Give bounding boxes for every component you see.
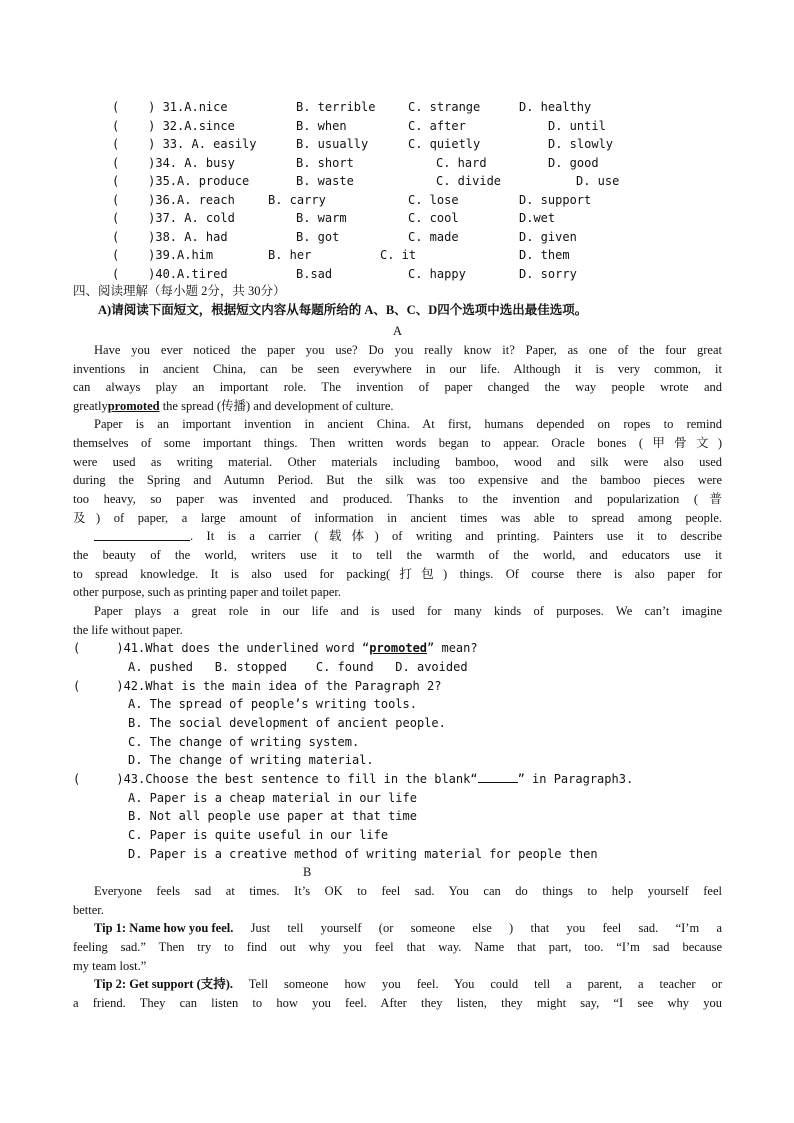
cloze-option: B. carry — [268, 192, 326, 207]
cloze-option: B. usually — [296, 137, 369, 151]
passage-a-line: themselves of some important things. Then written words began to appear. Oracle bones (甲骨文) — [73, 436, 722, 450]
cloze-option: C. hard — [436, 155, 487, 170]
passage-a-line — [73, 397, 394, 415]
cloze-option: C. happy — [408, 266, 466, 281]
section-instruction: A)请阅读下面短文，根据短文内容从每题所给的 A、B、C、D四个选项中选出最佳选项。 — [98, 303, 588, 317]
passage-a-label: A — [393, 324, 403, 338]
cloze-option: C. lose — [408, 192, 459, 207]
passage-a-line: were used as writing material. Other materials including bamboo, wood and silk were also used — [73, 455, 722, 469]
text-span: Just tell yourself (or someone else ) that you feel sad. “I’m a — [233, 921, 722, 935]
passage-a-line: Paper is an important invention in ancient China. At first, humans depended on ropes to remind — [94, 417, 722, 431]
text-span: greatly — [73, 399, 108, 413]
cloze-question: ( )35.A. produce — [112, 174, 250, 188]
cloze-option: D. them — [519, 248, 570, 262]
passage-a-line: 及) of paper, a large amount of information in ancient times was able to spread among people. — [73, 511, 722, 525]
text-span: ( )43.Choose the best sentence to fill in the blank“ — [73, 772, 478, 786]
passage-a-line: Have you ever noticed the paper you use? Do you really know it? Paper, as one of the four great — [94, 343, 722, 357]
option-b: B. The social development of ancient people. — [128, 716, 446, 730]
cloze-question: ( )36.A. reach — [112, 192, 235, 207]
cloze-option: C. quietly — [408, 137, 481, 151]
option-a: A. The spread of people’s writing tools. — [128, 697, 417, 711]
fill-blank — [94, 527, 190, 541]
tip-2-label: Tip 2: Get support (支持). — [94, 977, 234, 991]
option-d: D. Paper is a creative method of writing material for people then — [128, 847, 598, 861]
passage-b-line — [94, 919, 722, 937]
cloze-option: B. got — [296, 229, 340, 244]
question-41 — [73, 639, 478, 657]
underlined-word: promoted — [107, 399, 160, 413]
cloze-option: D. healthy — [519, 100, 592, 114]
cloze-option: C. it — [380, 248, 417, 262]
cloze-option: D. good — [548, 155, 599, 170]
cloze-option: D. given — [519, 229, 577, 244]
text-span: ” mean? — [427, 641, 478, 655]
passage-b-label: B — [303, 865, 312, 879]
cloze-question: ( ) 31.A.nice — [112, 100, 228, 114]
cloze-option: C. strange — [408, 100, 481, 114]
text-span: . It is a carrier (载体) of writing and printing. Painters use it to describe — [190, 529, 722, 543]
passage-a-line: inventions in ancient China, can be seen everywhere in our life. Although it is very common, it — [73, 362, 722, 376]
cloze-option: D. until — [548, 118, 606, 133]
passage-a-line: other purpose, such as printing paper and toilet paper. — [73, 585, 341, 599]
passage-a-line: to spread knowledge. It is also used for packing(打包) things. Of course there is also paper for — [73, 567, 722, 581]
cloze-option: B. her — [268, 248, 312, 262]
tip-1-label: Tip 1: Name how you feel. — [94, 921, 234, 935]
cloze-question: ( )37. A. cold — [112, 211, 235, 225]
passage-a-line: during the Spring and Autumn Period. But the silk was too expensive and the bamboo pieces were — [73, 473, 722, 487]
passage-b-line: feeling sad.” Then try to find out why you feel that way. Name that part, too. “I’m sad because — [73, 940, 722, 954]
cloze-option: B.sad — [296, 266, 333, 281]
option-c: C. The change of writing system. — [128, 735, 360, 749]
option-c: C. Paper is quite useful in our life — [128, 828, 389, 842]
cloze-question: ( ) 33. A. easily — [112, 137, 257, 151]
passage-a-line: can always play an important role. The invention of paper changed the way people wrote and — [73, 380, 722, 394]
question-43 — [73, 770, 633, 788]
cloze-question: ( ) 32.A.since — [112, 118, 235, 133]
option-b: B. Not all people use paper at that time — [128, 809, 417, 823]
passage-a-line: the beauty of the world, writers use it to tell the warmth of the world, and educators use it — [73, 548, 722, 562]
cloze-option: C. made — [408, 229, 459, 244]
cloze-question: ( )39.A.him — [112, 248, 214, 262]
text-span: the spread (传播) and development of culture. — [159, 399, 394, 413]
cloze-option: D. support — [519, 192, 592, 207]
cloze-option: B. warm — [296, 211, 347, 225]
passage-a-line: Paper plays a great role in our life and is used for many kinds of purposes. We can’t imagine — [94, 604, 722, 618]
cloze-question: ( )38. A. had — [112, 229, 228, 244]
text-span: ( )41.What does the underlined word “ — [73, 641, 370, 655]
question-42: ( )42.What is the main idea of the Paragraph 2? — [73, 679, 442, 693]
cloze-option: C. divide — [436, 174, 502, 188]
passage-b-line: Everyone feels sad at times. It’s OK to feel sad. You can do things to help yourself feel — [94, 884, 722, 898]
cloze-option: D.wet — [519, 211, 556, 225]
cloze-option: B. terrible — [296, 100, 376, 114]
cloze-question: ( )40.A.tired — [112, 266, 228, 281]
text-span: ” in Paragraph3. — [517, 772, 634, 786]
cloze-option: C. after — [408, 118, 466, 133]
passage-b-line: my team lost.” — [73, 959, 147, 973]
passage-b-line: better. — [73, 903, 104, 917]
fill-blank — [478, 770, 518, 783]
passage-a-line: the life without paper. — [73, 623, 183, 637]
cloze-option: D. slowly — [548, 137, 614, 151]
passage-b-line — [94, 975, 722, 993]
passage-b-line: a friend. They can listen to how you feel. After they listen, they might say, “I see why you — [73, 996, 722, 1010]
text-span: Tell someone how you feel. You could tell a parent, a teacher or — [233, 977, 722, 991]
cloze-option: D. sorry — [519, 266, 577, 281]
cloze-option: C. cool — [408, 211, 459, 225]
cloze-option: B. short — [296, 155, 354, 170]
underlined-word: promoted — [369, 641, 428, 655]
cloze-option: B. waste — [296, 174, 354, 188]
section-heading: 四、阅读理解（每小题 2分，共 30分） — [73, 284, 286, 298]
cloze-option: B. when — [296, 118, 347, 133]
passage-a-line — [94, 527, 722, 545]
cloze-question: ( )34. A. busy — [112, 155, 235, 170]
option-a: A. Paper is a cheap material in our life — [128, 791, 417, 805]
option-d: D. The change of writing material. — [128, 753, 374, 767]
cloze-option: D. use — [576, 174, 620, 188]
question-41-options: A. pushed B. stopped C. found D. avoided — [128, 660, 468, 674]
passage-a-line: too heavy, so paper was invented and produced. Thanks to the invention and popularization (普 — [73, 492, 722, 506]
